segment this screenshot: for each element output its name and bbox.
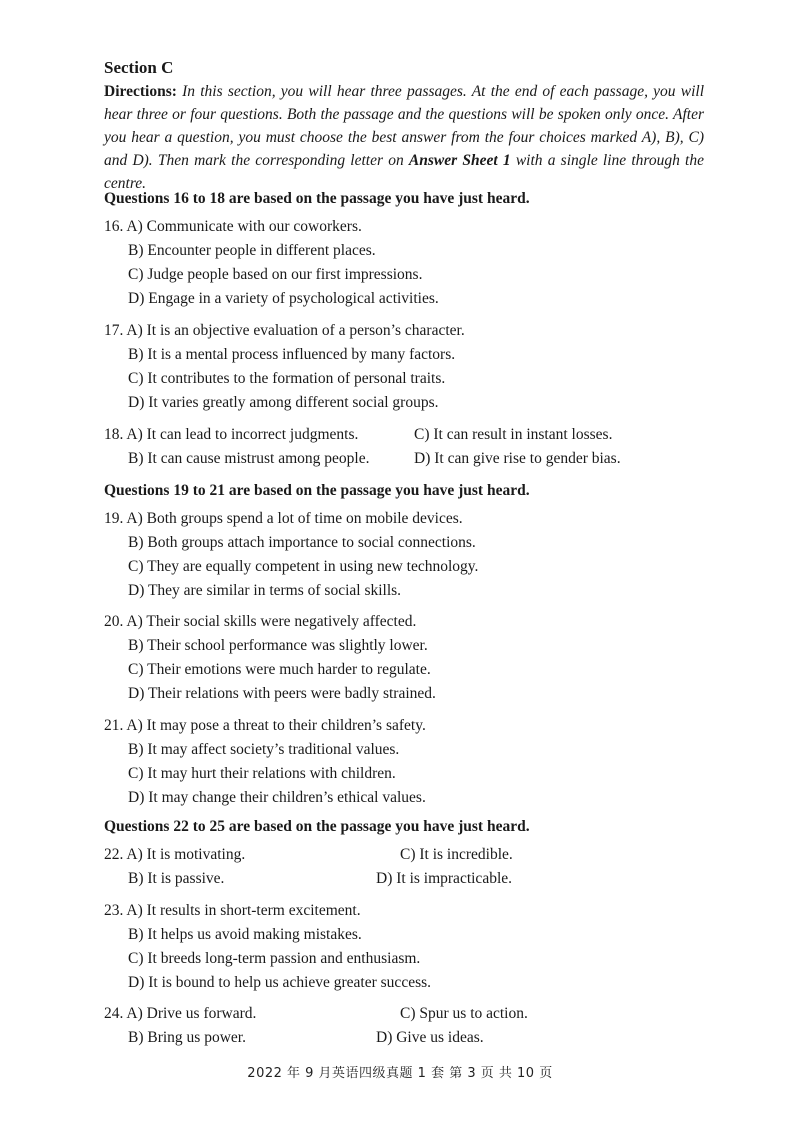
option-row-2 — [104, 447, 724, 471]
option-b: B) It is passive. — [128, 870, 225, 887]
option-a — [104, 215, 724, 239]
option-row-2 — [104, 1026, 724, 1050]
question-16 — [104, 215, 724, 311]
question-number: 24. — [104, 1005, 124, 1022]
option-b: B) It may affect society’s traditional values. — [128, 741, 400, 758]
directions-text: In this section, you will hear three passages. At the end of each passage, you will hear three or four questions. Both the passage and the questions will be spoken only once. After you hear a question, you must choose the best answer from the four choices marked A), B), C) and D). Then mark the corresponding letter on — [104, 83, 704, 169]
question-number: 20. — [104, 613, 124, 630]
option-a — [104, 899, 724, 923]
directions-emphasis: Answer Sheet 1 — [408, 152, 511, 169]
option-b: B) Bring us power. — [128, 1029, 246, 1046]
option-d: D) Their relations with peers were badly strained. — [128, 685, 436, 702]
option-d: D) Give us ideas. — [376, 1029, 484, 1046]
option-b: B) It is a mental process influenced by many factors. — [128, 346, 456, 363]
option-row-2 — [104, 867, 724, 891]
option-text: A) It results in short-term excitement. — [126, 902, 361, 919]
question-number: 18. — [104, 426, 124, 443]
option-c: C) Judge people based on our first impressions. — [128, 266, 423, 283]
question-number: 17. — [104, 322, 124, 339]
option-a — [104, 319, 724, 343]
option-d: D) They are similar in terms of social skills. — [128, 582, 402, 599]
question-20 — [104, 610, 724, 706]
question-19 — [104, 507, 724, 603]
question-18 — [104, 423, 724, 471]
option-row-1 — [104, 423, 724, 447]
question-number: 19. — [104, 510, 124, 527]
option-d: D) Engage in a variety of psychological activities. — [128, 290, 439, 307]
option-d: D) It is bound to help us achieve greater success. — [128, 974, 432, 991]
option-c: C) Spur us to action. — [400, 1005, 528, 1022]
option-c: C) It is incredible. — [400, 846, 513, 863]
option-d: D) It can give rise to gender bias. — [414, 450, 621, 467]
group-heading-16-18: Questions 16 to 18 are based on the passage you have just heard. — [104, 190, 530, 207]
directions-label: Directions: — [104, 83, 177, 100]
option-text: A) Both groups spend a lot of time on mobile devices. — [126, 510, 463, 527]
option-b: B) Encounter people in different places. — [128, 242, 376, 259]
question-number: 23. — [104, 902, 124, 919]
option-b: B) Both groups attach importance to social connections. — [128, 534, 476, 551]
question-22 — [104, 843, 724, 891]
question-21 — [104, 714, 724, 810]
option-b: B) It can cause mistrust among people. — [128, 450, 370, 467]
question-23 — [104, 899, 724, 995]
option-row-1 — [104, 843, 724, 867]
option-text: A) It is an objective evaluation of a person’s character. — [126, 322, 465, 339]
option-d: D) It is impracticable. — [376, 870, 513, 887]
option-text: A) Communicate with our coworkers. — [126, 218, 362, 235]
question-number: 21. — [104, 717, 124, 734]
option-a — [104, 507, 724, 531]
section-title: Section C — [104, 58, 174, 77]
option-c: C) It can result in instant losses. — [414, 426, 613, 443]
group-heading-19-21: Questions 19 to 21 are based on the passage you have just heard. — [104, 482, 530, 499]
question-number: 22. — [104, 846, 124, 863]
option-d: D) It may change their children’s ethical values. — [128, 789, 426, 806]
option-b: B) Their school performance was slightly lower. — [128, 637, 428, 654]
option-a — [104, 714, 724, 738]
option-a: A) It can lead to incorrect judgments. — [126, 426, 359, 443]
option-c: C) It contributes to the formation of personal traits. — [128, 370, 446, 387]
option-a — [104, 610, 724, 634]
option-c: C) It breeds long-term passion and enthusiasm. — [128, 950, 421, 967]
option-text: A) It may pose a threat to their children’s safety. — [126, 717, 426, 734]
option-c: C) They are equally competent in using new technology. — [128, 558, 479, 575]
option-row-1 — [104, 1002, 724, 1026]
directions-text-end: with a single line through the centre. — [104, 152, 704, 192]
option-b: B) It helps us avoid making mistakes. — [128, 926, 362, 943]
option-text: A) Their social skills were negatively affected. — [126, 613, 417, 630]
option-d: D) It varies greatly among different social groups. — [128, 394, 439, 411]
option-c: C) It may hurt their relations with children. — [128, 765, 396, 782]
option-c: C) Their emotions were much harder to regulate. — [128, 661, 431, 678]
option-a: A) Drive us forward. — [126, 1005, 257, 1022]
option-a: A) It is motivating. — [126, 846, 246, 863]
group-heading-22-25: Questions 22 to 25 are based on the passage you have just heard. — [104, 818, 530, 835]
question-24 — [104, 1002, 724, 1050]
directions — [104, 80, 704, 195]
page-footer: 2022 年 9 月英语四级真题 1 套 第 3 页 共 10 页 — [247, 1066, 553, 1081]
question-17 — [104, 319, 724, 415]
question-number: 16. — [104, 218, 124, 235]
